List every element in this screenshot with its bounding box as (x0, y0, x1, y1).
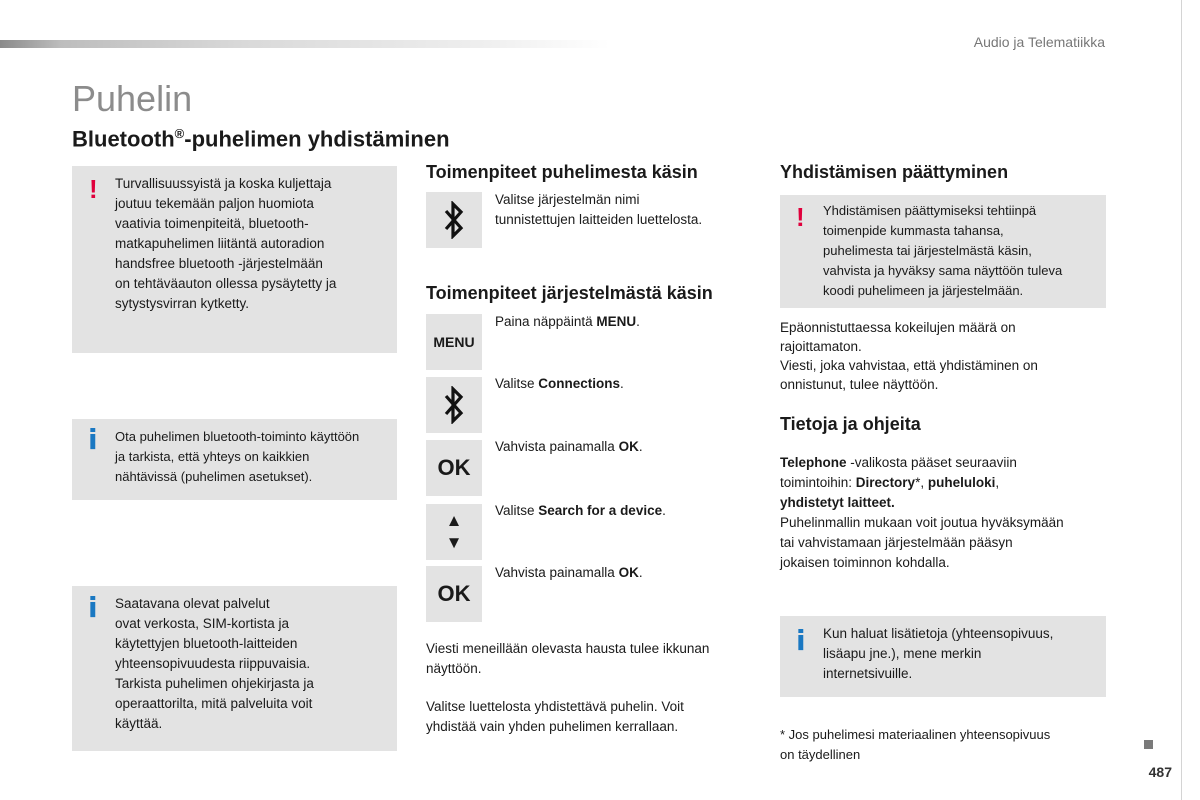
heading-registered-mark: ® (174, 126, 185, 141)
ok-button (426, 566, 482, 622)
info-note-text: Saatavana olevat palvelut ovat verkosta, SIM-kortista ja käytettyjen bluetooth-laitteiden yhteensopivuudesta riippuvaisia. Tarkista puhelimen ohjekirjasta ja operaattorilta, mitä palveluita voit käyttää. (115, 596, 314, 731)
system-step-4 (495, 501, 666, 521)
info-text: -valikosta pääset seuraaviin toimintoihin: (780, 455, 1017, 490)
page-corner-mark (1144, 740, 1153, 749)
warning-icon: ! (89, 174, 98, 204)
header-bar (0, 40, 610, 48)
info-icon: i (88, 423, 98, 456)
subheading-phone: Toimenpiteet puhelimesta käsin (426, 162, 698, 182)
step-key: OK (618, 439, 639, 454)
system-step-5 (495, 563, 643, 583)
info-icon: i (88, 591, 98, 624)
warning-note-text: Yhdistämisen päättymiseksi tehtiinpä toimenpide kummasta tahansa, puhelimesta tai järjestelmästä käsin, vahvista ja hyväksy sama näyttöön tuleva koodi puhelimeen ja järjestelmään. (823, 203, 1063, 298)
section-name: Audio ja Telematiikka (973, 34, 1105, 50)
arrow-buttons (426, 504, 482, 560)
ok-button (426, 440, 482, 496)
page-edge-rule (1181, 0, 1182, 800)
telephone-menu-label: Telephone (780, 455, 847, 470)
info-text: , (995, 475, 1000, 490)
subheading-connection-end: Yhdistämisen päättyminen (780, 162, 1009, 182)
section-heading (72, 126, 450, 152)
heading-text-rest: -puhelimen yhdistäminen (184, 126, 450, 152)
connected-devices-label: yhdistetyt laitteet. (780, 495, 895, 510)
ok-icon: OK (437, 455, 471, 480)
info-note-website (780, 616, 1106, 697)
system-step-3 (495, 437, 643, 457)
step-text-end: . (662, 503, 666, 518)
call-log-label: puheluloki (927, 475, 996, 490)
arrow-up-icon: ▲ (445, 511, 463, 530)
page-number: 487 (1148, 764, 1172, 780)
info-text: *, (915, 475, 928, 490)
step-key: Search for a device (538, 503, 663, 518)
bluetooth-icon (442, 201, 466, 239)
page-title: Puhelin (72, 78, 193, 119)
bluetooth-icon (442, 386, 466, 424)
menu-icon: MENU (433, 334, 475, 350)
subheading-info: Tietoja ja ohjeita (780, 414, 921, 434)
step-text: Paina näppäintä (495, 314, 597, 329)
subheading-system: Toimenpiteet järjestelmästä käsin (426, 283, 713, 303)
info-note-bluetooth (72, 419, 397, 500)
step-text-end: . (620, 376, 624, 391)
arrow-down-icon: ▼ (445, 533, 463, 552)
step-key: Connections (538, 376, 621, 391)
info-paragraph (780, 453, 1120, 573)
system-step-1 (495, 312, 640, 332)
select-phone-text: Valitse luettelosta yhdistettävä puhelin. Voit yhdistää vain yhden puhelimen kerrallaan. (426, 699, 684, 734)
system-step-2 (495, 374, 624, 394)
step-text: Valitse (495, 376, 539, 391)
step-text-end: . (638, 565, 643, 580)
attempts-text: Epäonnistuttaessa kokeilujen määrä on rajoittamaton. Viesti, joka vahvistaa, että yhdistäminen on onnistunut, tulee näyttöön. (780, 320, 1038, 392)
step-key: MENU (596, 314, 637, 329)
info-note-services (72, 586, 397, 751)
info-note-text: Ota puhelimen bluetooth-toiminto käyttöön ja tarkista, että yhteys on kaikkien nähtävissä (puhelimen asetukset). (115, 429, 360, 484)
step-text: Vahvista painamalla (495, 565, 619, 580)
warning-icon: ! (796, 202, 805, 232)
phone-step-text: Valitse järjestelmän nimi tunnistettujen laitteiden luettelosta. (495, 192, 703, 227)
step-key: OK (618, 565, 639, 580)
bluetooth-button (426, 192, 482, 248)
step-text: Valitse (495, 503, 539, 518)
heading-text: Bluetooth (72, 126, 175, 152)
info-icon: i (796, 624, 806, 657)
info-text: Puhelinmallin mukaan voit joutua hyväksymään tai vahvistamaan järjestelmään pääsyn jokaisen toiminnon kohdalla. (780, 515, 1064, 570)
footnote: * Jos puhelimesi materiaalinen yhteensopivuus on täydellinen (780, 727, 1051, 762)
search-message-text: Viesti meneillään olevasta hausta tulee ikkunan näyttöön. (426, 641, 710, 676)
step-text-end: . (638, 439, 643, 454)
warning-note-text: Turvallisuussyistä ja koska kuljettaja joutuu tekemään paljon huomiota vaativia toimenpiteitä, bluetooth- matkapuhelimen liitäntä autoradion handsfree bluetooth -järjestelmään on tehtäväauton ollessa pysäytetty ja sytystysvirran kytketty. (115, 176, 337, 311)
step-text: Vahvista painamalla (495, 439, 619, 454)
bluetooth-button (426, 377, 482, 433)
info-note-text: Kun haluat lisätietoja (yhteensopivuus, lisäapu jne.), mene merkin internetsivuille. (823, 626, 1054, 681)
step-text-end: . (636, 314, 640, 329)
menu-button (426, 314, 482, 370)
warning-note-safety (72, 166, 397, 353)
warning-note-code (780, 195, 1106, 308)
ok-icon: OK (437, 581, 471, 606)
directory-label: Directory (855, 475, 916, 490)
